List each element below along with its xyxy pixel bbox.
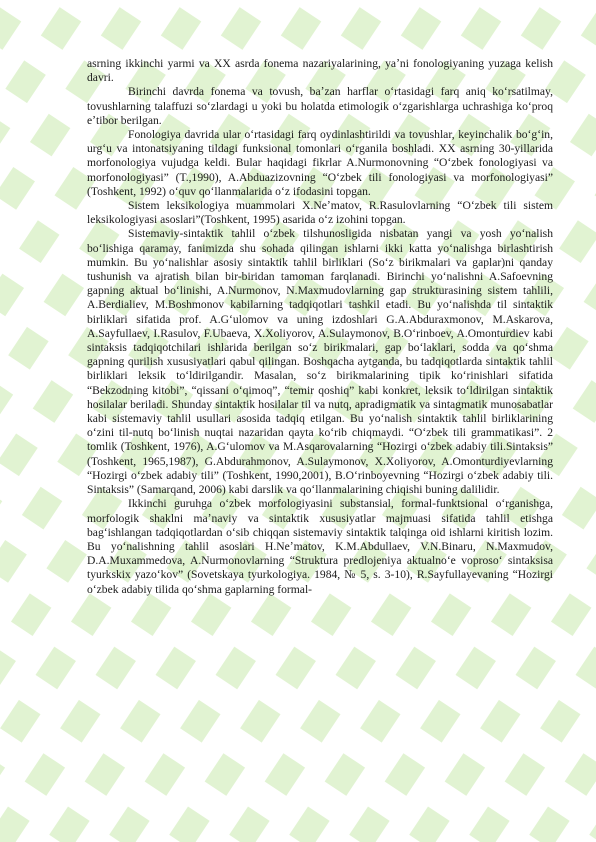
paragraph: Ikkinchi guruhga oʻzbek morfologiyasini substansial, formal-funktsional oʻrganishga, morfologik shaklni maʼnaviy va sintaktik xususiyatlar majmuasi sifatida tahlil etishga bagʻishlangan tadqiqotlardan oʻsib chiqqan sistemaviy sintaktik talqinga oid ishlarni kiritish lozim. Bu yoʻnalishning tahlil asoslari H.Neʼmatov, K.M.Abdullaev, V.N.Binaru, N.Maxmudov, D.A.Muxammedova, A.Nurmonovlarning “Struktura predlojeniya aktualnoʻe voprosoʻ sintaksisa tyurkskix yazoʻkov” (Sovetskaya tyurkologiya. 1984, № 5, s. 3-10), R.Sayfullayevaning “Hozirgi oʻzbek adabiy tilida qoʻshma gaplarning formal- <box>87 497 553 596</box>
document-page <box>87 57 553 597</box>
paragraph: Fonologiya davrida ular oʻrtasidagi farq oydinlashtirildi va tovushlar, keyinchalik boʻgʻin, urgʻu va intonatsiyaning tildagi funksional tomonlari oʻrganila boshladi. XX asrning 30-yillarida morfonologiya vujudga keldi. Bular haqidagi fikrlar A.Nurmonovning “Oʻzbek fonologiyasi va morfonologiyasi” (T.,1990), A.Abduazizovning “Oʻzbek tili fonologiyasi va morfonologiyasi” (Toshkent, 1992) oʻquv qoʻllanmalarida oʻz ifodasini topgan. <box>87 128 553 198</box>
watermark-stripe <box>0 0 20 842</box>
paragraph: Birinchi davrda fonema va tovush, baʼzan harflar oʻrtasidagi farq aniq koʻrsatilmay, tovushlarning talaffuzi soʻzlardagi u yoki bu holatda etimologik oʻzgarishlarga uchrashiga koʻproq eʼtibor berilgan. <box>87 85 553 127</box>
paragraph: Sistem leksikologiya muammolari X.Neʼmatov, R.Rasulovlarning “Oʻzbek tili sistem leksikologiyasi asoslari”(Toshkent, 1995) asarida oʻz izohini topgan. <box>87 199 553 227</box>
paragraph: asrning ikkinchi yarmi va XX asrda fonema nazariyalarining, yaʼni fonologiyaning yuzaga kelish davri. <box>87 57 553 85</box>
watermark-stripe <box>0 0 80 842</box>
paragraph: Sistemaviy-sintaktik tahlil oʻzbek tilshunosligida nisbatan yangi va yosh yoʻnalish boʻlishiga qaramay, fanimizda shu sohada qilingan ishlarni ikki katta yoʻnalishga birlashtirish mumkin. Bu yoʻnalishlar asosiy sintaktik tahlil birliklari (Soʻz birikmalari va gaplar)ni qanday tushunish va ajratish bilan bir-biridan tamoman farqlanadi. Birinchi yoʻnalishni A.Safoevning gapning aktual boʻlinishi, A.Nurmonov, N.Maxmudovlarning gap strukturasining sistem tahlili, A.Berdialiev, M.Boshmonov kabilarning tadqiqotlari tashkil etadi. Bu yoʻnalishda til sintaktik birliklari sifatida prof. A.Gʻulomov va uning izdoshlari G.A.Abduraxmonov, M.Askarova, A.Sayfullaev, I.Rasulov, F.Ubaeva, X.Xoliyorov, A.Sulaymonov, B.Oʻrinboev, A.Omonturdiev kabi sintaksis tadqiqotchilari ishlarida berilgan soʻz birikmalari, gap boʻlaklari, sodda va qoʻshma gapning qurilish xususiyatlari qabul qilingan. Boshqacha aytganda, bu tadqiqotlarda sintaktik tahlil birliklari leksik toʻldirilgandir. Masalan, soʻz birikmalarining tipik koʻrinishlari sifatida “Bekzodning kitobi”, “qissani oʻqimoq”, “temir qoshiq” kabi konkret, leksik toʻldirilgan sintaktik hosilalar beriladi. Shunday sintaktik hosilalar til va nutq, apradigmatik va sintagmatik munosabatlar kabi sistemaviy tahlil usullari asosida tadqiq etilgan. Bu yoʻnalish sintaktik tahlil birliklarining oʻzini til-nutq boʻlinish nuqtai nazaridan qayta koʻrib chiqmaydi. “Oʻzbek tili grammatikasi”. 2 tomlik (Toshkent, 1976), A.Gʻulomov va M.Asqarovalarning “Hozirgi oʻzbek adabiy tili.Sintaksis” (Toshkent, 1965,1987), G.Abdurahmonov, A.Sulaymonov, X.Xoliyorov, A.Omonturdiyevlarning “Hozirgi oʻzbek adabiy tili” (Toshkent, 1990,2001), B.Oʻrinboyevning “Hozirgi oʻzbek adabiy tili. Sintaksis” (Samarqand, 2006) kabi darslik va qoʻllanmalarining chiqishi buning dalilidir. <box>87 227 553 497</box>
